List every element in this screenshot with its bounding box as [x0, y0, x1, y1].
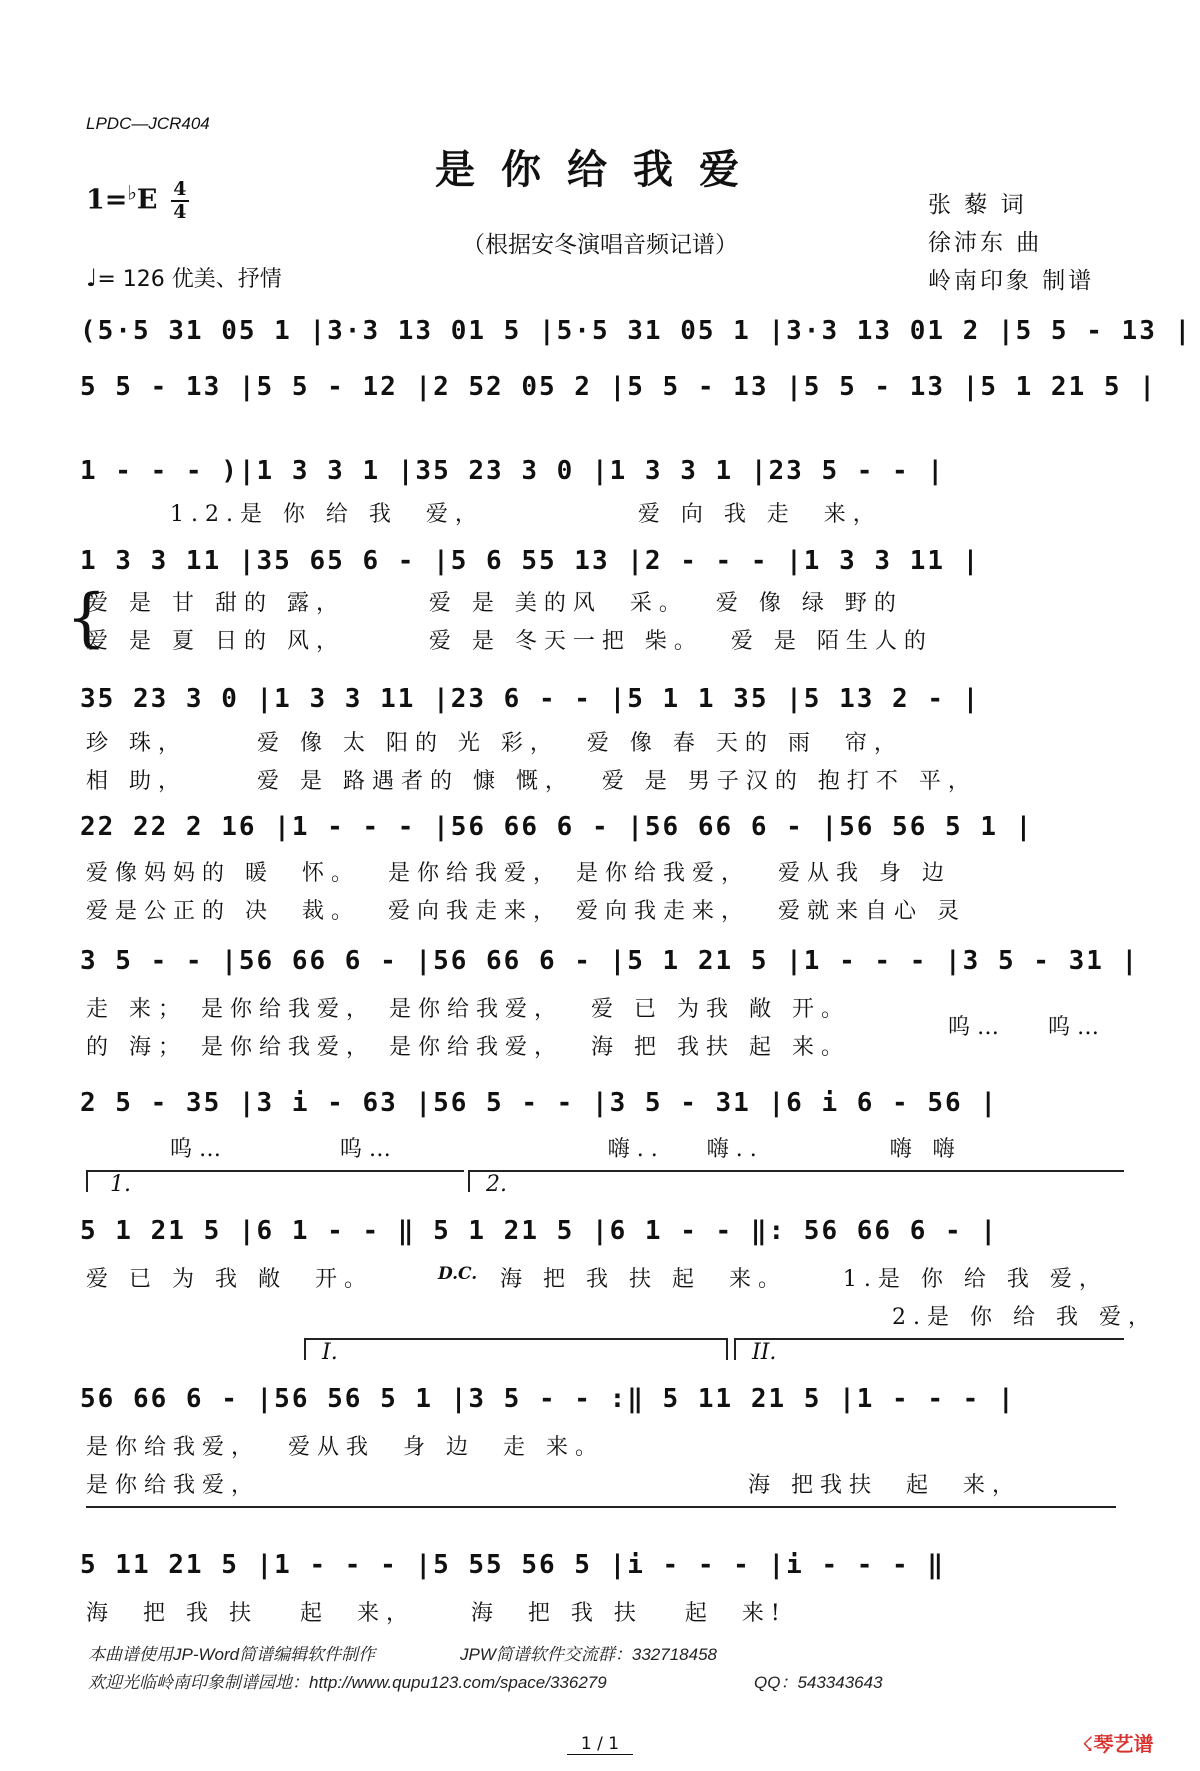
volta-label-I: I. — [322, 1340, 338, 1365]
lyric-line-9a: 爱 已 为 我 敞 开。 — [86, 1267, 387, 1292]
notation-row-7: 3 5 - - |56 66 6 - |56 66 6 - |5 1 21 5 |1 - - - |3 5 - 31 | — [80, 946, 1140, 976]
lyric-line-7b: 的 海； 是你给我爱， 是你给我爱， 海 把 我扶 起 来。 — [86, 1035, 850, 1060]
lyric-line-9b: 海 把 我 扶 起 来。 1.是 你 给 我 爱， — [500, 1267, 1108, 1292]
notation-row-4: 1 3 3 11 |35 65 6 - |5 6 55 13 |2 - - - |1 3 3 11 | — [80, 546, 981, 576]
composer-credit: 徐沛东 曲 — [928, 230, 1043, 256]
key-signature — [86, 180, 189, 222]
lyric-line-4a: 爱 是 甘 甜的 露， 爱 是 美的风 采。 爱 像 绿 野的 — [86, 591, 903, 616]
notation-row-3: 1 - - - )|1 3 3 1 |35 23 3 0 |1 3 3 1 |23 5 - - | — [80, 456, 946, 486]
notation-row-9: 5 1 21 5 |6 1 - - ‖ 5 1 21 5 |6 1 - - ‖: 56 66 6 - | — [80, 1216, 998, 1246]
time-signature — [171, 180, 189, 222]
notation-row-5: 35 23 3 0 |1 3 3 11 |23 6 - - |5 1 1 35 |5 13 2 - | — [80, 684, 981, 714]
site-logo — [1082, 1728, 1153, 1757]
notation-row-10: 56 66 6 - |56 56 5 1 |3 5 - - :‖ 5 11 21 5 |1 - - - | — [80, 1384, 1016, 1414]
lyric-line-5a: 珍 珠， 爱 像 太 阳的 光 彩， 爱 像 春 天的 雨 帘， — [86, 731, 903, 756]
lyric-line-8: 呜… 呜… 嗨.. 嗨.. 嗨 嗨 — [86, 1137, 962, 1162]
volta-bracket-2 — [468, 1170, 1124, 1192]
arranger-credit: 岭南印象 制谱 — [928, 268, 1095, 294]
logo-text: 琴艺谱 — [1093, 1732, 1154, 1756]
time-top: 4 — [173, 178, 187, 200]
lyric-line-7a: 走 来； 是你给我爱， 是你给我爱， 爱 已 为我 敞 开。 — [86, 997, 850, 1022]
da-capo-mark: D.C. — [438, 1264, 478, 1284]
time-bottom: 4 — [173, 201, 187, 223]
notation-row-8: 2 5 - 35 |3 i - 63 |56 5 - - |3 5 - 31 |6 i 6 - 56 | — [80, 1088, 998, 1118]
lyricist-credit: 张 藜 词 — [928, 192, 1027, 218]
flat-symbol: ♭ — [127, 180, 137, 205]
lyric-line-4b: 爱 是 夏 日的 风， 爱 是 冬天一把 柴。 爱 是 陌生人的 — [86, 629, 933, 654]
lyric-line-5b: 相 助， 爱 是 路遇者的 慷 慨， 爱 是 男子汉的 抱打不 平， — [86, 769, 977, 794]
notation-row-1: (5·5 31 05 1 |3·3 13 01 5 |5·5 31 05 1 |3·3 13 01 2 |5 5 - 13 | — [80, 316, 1193, 346]
coda-bracket-line — [86, 1506, 1116, 1508]
volta-label-2: 2. — [486, 1172, 507, 1197]
key-prefix: 1= — [86, 184, 128, 216]
notation-row-6: 22 22 2 16 |1 - - - |56 66 6 - |56 66 6 - |56 56 5 1 | — [80, 812, 1034, 842]
quarter-note-icon: ♩ — [86, 264, 98, 292]
volta-bracket-I — [304, 1338, 728, 1360]
lyric-line-7c: 呜… 呜… — [948, 1015, 1106, 1040]
song-title: 是你给我爱 — [435, 146, 765, 193]
volta-bracket-1 — [86, 1170, 464, 1192]
logo-icon: ☇ — [1082, 1732, 1094, 1756]
lyric-line-10a: 是你给我爱， 爱从我 身 边 走 来。 — [86, 1435, 604, 1460]
lyric-line-11: 海 把 我 扶 起 来， 海 把 我 扶 起 来! — [86, 1601, 787, 1626]
volta-label-1: 1. — [110, 1172, 131, 1197]
footer-site: 欢迎光临岭南印象制谱园地：http://www.qupu123.com/space/336279 — [88, 1673, 607, 1692]
key-letter: E — [136, 184, 158, 216]
volta-bracket-II — [734, 1338, 1124, 1360]
lyric-line-10c: 海 把我扶 起 来， — [748, 1473, 1021, 1498]
footer-software: 本曲谱使用JP-Word简谱编辑软件制作 — [88, 1645, 376, 1664]
verse-brace-icon: { — [66, 581, 107, 655]
notation-row-2: 5 5 - 13 |5 5 - 12 |2 52 05 2 |5 5 - 13 |5 5 - 13 |5 1 21 5 | — [80, 372, 1157, 402]
lyric-line-10b: 是你给我爱， — [86, 1473, 261, 1498]
tempo-text: = 126 优美、抒情 — [97, 267, 282, 292]
footer-group: JPW简谱软件交流群：332718458 — [460, 1645, 717, 1664]
lyric-line-6b: 爱是公正的 决 裁。 爱向我走来， 爱向我走来， 爱就来自心 灵 — [86, 899, 966, 924]
lyric-line-6a: 爱像妈妈的 暖 怀。 是你给我爱， 是你给我爱， 爱从我 身 边 — [86, 861, 951, 886]
page-number-text: 1 / 1 — [567, 1734, 633, 1755]
tempo-marking — [86, 262, 282, 293]
notation-row-11: 5 11 21 5 |1 - - - |5 55 56 5 |i - - - |i - - - ‖ — [80, 1550, 946, 1580]
footer-qq: QQ：543343643 — [754, 1673, 883, 1692]
page-number — [0, 1734, 1200, 1754]
catalog-number: LPDC—JCR404 — [86, 114, 210, 133]
volta-label-II: II. — [752, 1340, 777, 1365]
lyric-line-9c: 2.是 你 给 我 爱， — [892, 1305, 1157, 1330]
lyric-line-3: 1.2.是 你 给 我 爱， 爱 向 我 走 来， — [86, 502, 882, 527]
subtitle: （根据安冬演唱音频记谱） — [462, 232, 738, 258]
